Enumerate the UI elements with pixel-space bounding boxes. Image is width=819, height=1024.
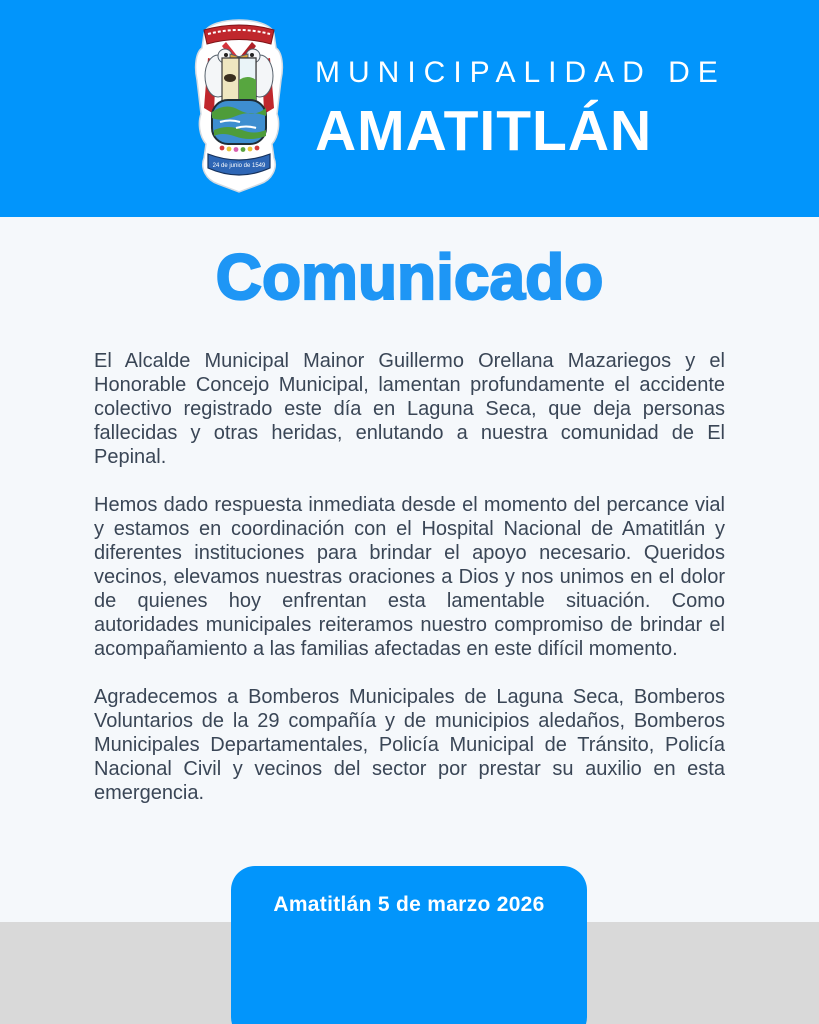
coat-scroll-text: 24 de junio de 1549 [212,163,266,169]
announcement-paragraph-1: El Alcalde Municipal Mainor Guillermo Orellana Mazariegos y el Honorable Concejo Municipal, lamentan profundamente el accidente colectivo registrado este día en Laguna Seca, que deja personas fallecidas y otras heridas, enlutando a nuestra comunidad de El Pepinal. [94,350,725,468]
date-badge-label: Amatitlán 5 de marzo 2026 [273,893,545,916]
org-name [315,56,726,164]
header-banner [0,0,819,217]
org-name-line1: MUNICIPALIDAD DE [315,56,726,89]
announcement-paragraph-3: Agradecemos a Bomberos Municipales de Laguna Seca, Bomberos Voluntarios de la 29 compañía y de municipios aledaños, Bomberos Municipales Departamentales, Policía Municipal de Tránsito, Policía Nacional Civil y vecinos del sector por prestar su auxilio en esta emergencia. [94,686,725,804]
municipal-coat-of-arms-icon [184,18,294,194]
announcement-paragraph-2: Hemos dado respuesta inmediata desde el momento del percance vial y estamos en coordinación con el Hospital Nacional de Amatitlán y diferentes instituciones para brindar el apoyo necesario. Queridos vecinos, elevamos nuestras oraciones a Dios y nos unimos en el dolor de quienes hoy enfrentan esta lamentable situación. Como autoridades municipales reiteramos nuestro compromiso de brindar el acompañamiento a las familias afectadas en este difícil momento. [94,494,725,660]
org-name-line2: AMATITLÁN [315,99,653,163]
date-badge [231,866,587,1024]
announcement-title: Comunicado [215,241,604,313]
announcement-paragraphs [94,349,725,805]
announcement-body [0,217,819,829]
